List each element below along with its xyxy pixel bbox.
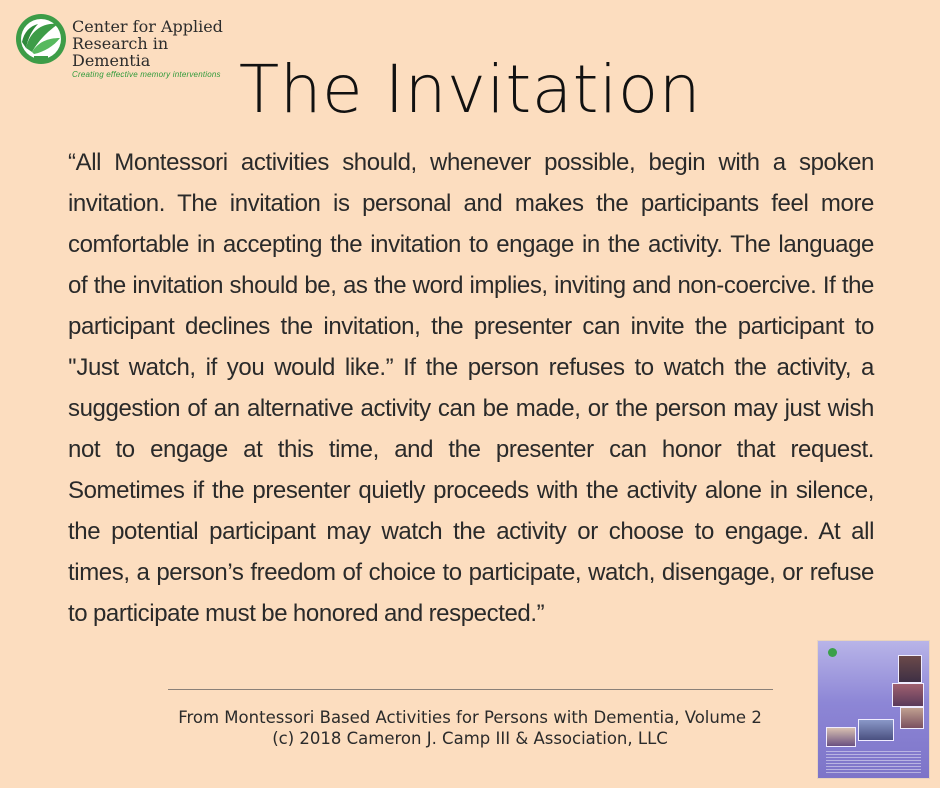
cover-photo	[892, 683, 924, 707]
source-line-2: (c) 2018 Cameron J. Camp III & Association, LLC	[272, 729, 668, 748]
cover-photo	[900, 707, 924, 729]
cover-fine-print	[826, 751, 921, 773]
cover-logo	[828, 647, 888, 661]
source-citation	[120, 707, 820, 749]
logo-line-2: Research in Dementia	[72, 34, 169, 70]
cover-photo	[858, 719, 894, 741]
quote-paragraph: “All Montessori activities should, whenever possible, begin with a spoken invitation. The invitation is personal and makes the participants feel more comfortable in accepting the invitation to engage in the activity. The language of the invitation should be, as the word implies, inviting and non-coercive. If the participant declines the invitation, the presenter can invite the participant to ''Just watch, if you would like.” If the person refuses to watch the activity, a suggestion of an alternative activity can be made, or the person may just wish not to engage at this time, and the presenter can honor that request. Sometimes if the presenter quietly proceeds with the activity alone in silence, the potential participant may watch the activity or choose to engage. At all times, a person’s freedom of choice to participate, watch, disengage, or refuse to participate must be honored and respected.”	[68, 149, 874, 627]
page-title: The Invitation	[238, 51, 702, 128]
book-cover-image	[818, 641, 929, 778]
logo-line-1: Center for Applied	[72, 17, 223, 36]
source-line-1: From Montessori Based Activities for Persons with Dementia, Volume 2	[178, 708, 762, 727]
divider	[168, 689, 773, 690]
logo-tagline: Creating effective memory interventions	[72, 70, 221, 79]
cover-photo	[826, 727, 856, 747]
cover-photo	[898, 655, 922, 683]
cover-logo-icon	[828, 648, 837, 657]
